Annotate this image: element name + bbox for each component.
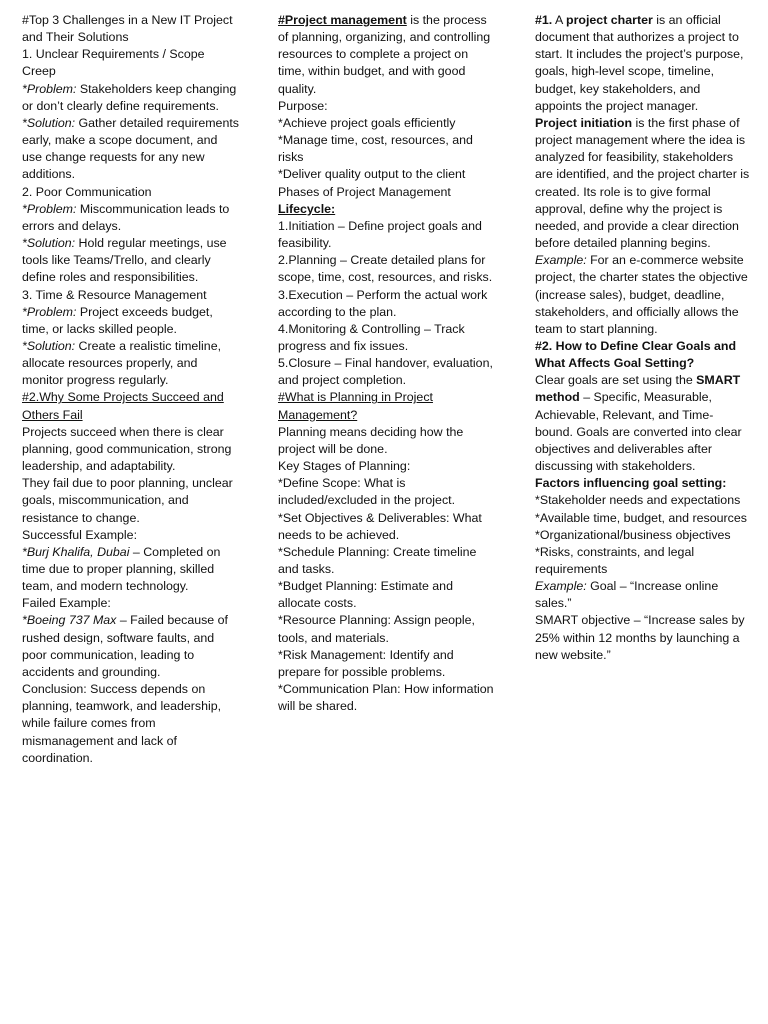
problem-label: *Problem: [22,304,77,319]
solution-text: Gather detailed requirements early, make a scope document, and use change requests for any new additions. [22,115,239,182]
solution-text: Create a realistic timeline, allocate resources properly, and monitor progress regularly. [22,338,222,388]
why-projects-heading: #2.Why Some Projects Succeed and Others Fail [22,390,224,422]
column-charter-goals [535,12,750,664]
pm-term: #Project management [278,13,407,27]
factor-item: *Organizational/business objectives [535,527,731,542]
solution-label: *Solution: [22,115,76,130]
solution-label: *Solution: [22,338,76,353]
purpose-label: Purpose: [278,98,328,113]
phase-item: 2.Planning – Create detailed plans for scope, time, cost, resources, and risks. [278,253,493,285]
solution-text: Hold regular meetings, use tools like Teams/Trello, and clearly define roles and responsibilities. [22,236,227,285]
solution-label: *Solution: [22,236,76,251]
factor-item: *Stakeholder needs and expectations [535,493,741,508]
challenge-2-problem [22,201,240,235]
failed-example-text: – Failed because of rushed design, software faults, and poor communication, leading to accidents and grounding. [22,613,228,679]
phases-label: Phases of Project Management [278,184,451,199]
goals-heading: #2. How to Define Clear Goals and What Affects Goal Setting? [535,338,737,371]
failed-example-name: *Boeing 737 Max [22,613,117,628]
purpose-item: *Deliver quality output to the client [278,167,466,182]
goal-example-text: Goal – “Increase online sales.” [535,579,719,611]
challenge-2-heading: 2. Poor Communication [22,184,152,199]
stage-item: *Communication Plan: How information will be shared. [278,682,494,714]
phase-item: 5.Closure – Final handover, evaluation, and project completion. [278,356,493,388]
challenge-3-heading: 3. Time & Resource Management [22,287,207,302]
column-challenges [22,12,240,767]
challenge-3-solution [22,338,240,389]
purpose-item: *Manage time, cost, resources, and risks [278,133,473,165]
example-label: Example: [535,579,587,594]
goal-example [535,578,750,612]
success-example-label: Successful Example: [22,527,138,542]
planning-definition: Planning means deciding how the project will be done. [278,424,464,456]
challenge-1-solution [22,115,240,184]
pm-definition [278,12,496,98]
challenges-title: #Top 3 Challenges in a New IT Project and Their Solutions [22,13,233,45]
smart-text: – Specific, Measurable, Achievable, Relevant, and Time-bound. Goals are converted into clear objectives and deliverables after discussing with stakeholders. [535,390,742,474]
lifecycle-label: Lifecycle: [278,201,336,216]
initiation-term: Project initiation [535,115,633,130]
example-text: For an e-commerce website project, the charter states the objective (increase sales), budget, deadline, stakeholders, and officially allows the team to start planning. [535,253,748,336]
challenge-2-solution [22,235,240,286]
smart-term: SMART method [535,373,741,405]
failed-example-label: Failed Example: [22,596,111,611]
succeed-paragraph: Projects succeed when there is clear planning, good communication, strong leadership, and adaptability. [22,424,232,474]
problem-text: Miscommunication leads to errors and delays. [22,201,230,233]
charter-article: A [552,13,567,27]
charter-definition [535,12,750,115]
success-example-text: – Completed on time due to proper planning, skilled team, and modern technology. [22,544,221,594]
example-label: Example: [535,253,587,268]
stage-item: *Resource Planning: Assign people, tools, and materials. [278,613,476,645]
charter-definition-text: is an official document that authorizes a project to start. It includes the project’s purpose, goals, high-level scope, timeline, budget, key stakeholders, and appoints the project manager. [535,13,744,113]
factor-item: *Available time, budget, and resources [535,510,747,525]
smart-intro: Clear goals are set using the [535,373,697,388]
factor-item: *Risks, constraints, and legal requirements [535,544,695,576]
challenge-3-problem [22,304,240,338]
planning-heading: #What is Planning in Project Management? [278,390,433,422]
initiation-definition [535,115,750,252]
stage-item: *Define Scope: What is included/excluded in the project. [278,476,456,508]
charter-term: project charter [566,13,653,27]
challenge-1-heading: 1. Unclear Requirements / Scope Creep [22,47,205,79]
problem-label: *Problem: [22,201,77,216]
stage-item: *Schedule Planning: Create timeline and tasks. [278,544,477,576]
failed-example [22,612,240,681]
problem-text: Stakeholders keep changing or don’t clearly define requirements. [22,81,237,113]
factors-heading: Factors influencing goal setting: [535,476,727,491]
phase-item: 4.Monitoring & Controlling – Track progress and fix issues. [278,321,465,353]
challenge-1-problem [22,81,240,115]
success-example [22,544,240,595]
smart-paragraph [535,372,750,475]
charter-number: #1. [535,13,553,27]
column-project-management [278,12,496,715]
problem-label: *Problem: [22,81,77,96]
stage-item: *Risk Management: Identify and prepare for possible problems. [278,647,454,679]
initiation-definition-text: is the first phase of project management where the idea is analyzed for feasibility, stakeholders are identified, and the project charter is created. Its role is to give formal approval, define why the project is needed, and provide a clear direction before detailed planning begins. [535,115,750,251]
phase-item: 3.Execution – Perform the actual work according to the plan. [278,287,488,319]
purpose-item: *Achieve project goals efficiently [278,115,456,130]
fail-paragraph: They fail due to poor planning, unclear goals, miscommunication, and resistance to change. [22,476,233,525]
smart-objective: SMART objective – “Increase sales by 25% within 12 months by launching a new website.” [535,613,745,662]
pm-definition-text: is the process of planning, organizing, and controlling resources to complete a project on time, within budget, and with good quality. [278,13,491,96]
stage-item: *Budget Planning: Estimate and allocate costs. [278,579,453,611]
success-example-name: *Burj Khalifa, Dubai [22,544,130,559]
problem-text: Project exceeds budget, time, or lacks skilled people. [22,304,213,336]
stage-item: *Set Objectives & Deliverables: What needs to be achieved. [278,510,482,542]
phase-item: 1.Initiation – Define project goals and feasibility. [278,218,482,251]
stages-label: Key Stages of Planning: [278,459,411,474]
charter-example [535,252,750,338]
conclusion: Conclusion: Success depends on planning, teamwork, and leadership, while failure comes from mismanagement and lack of coordination. [22,682,222,765]
